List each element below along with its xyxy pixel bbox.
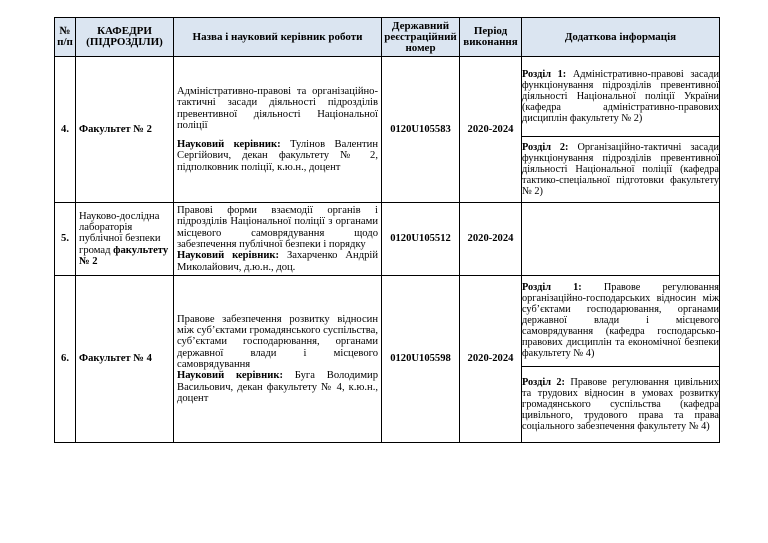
research-table [54, 17, 720, 443]
row-project [174, 57, 382, 203]
section-item: Розділ 1: Адміністративно-правові засади функціонування підрозділів превентивної діяльності Національної поліції України (кафедра адміністративно-правових дисциплін факультету № 2) [522, 57, 719, 136]
project-title: Адміністративно-правові та організаційно-тактичні засади діяльності підрозділів превентивної діяльності Національної поліції [177, 85, 378, 131]
period: 2020-2024 [460, 276, 522, 443]
project-supervisor [177, 139, 378, 173]
period: 2020-2024 [460, 203, 522, 276]
registration-number: 0120U105583 [382, 57, 460, 203]
header-reg: Державний реєстраційний номер [382, 18, 460, 57]
supervisor-name: Тулінов Валентин Сергійович, декан факультету № 2, підполковник поліції, к.ю.н., доцент [177, 139, 379, 173]
supervisor-name: Захарченко Андрій Миколайович, д.ю.н., доц. [177, 250, 378, 273]
supervisor-label: Науковий керівник: [177, 250, 280, 262]
row-project [174, 276, 382, 443]
period: 2020-2024 [460, 57, 522, 203]
project-title: Правові форми взаємодії органів і підрозділів Національної поліції з органами місцевого самоврядування щодо забезпечення публічної безпеки і порядку [177, 205, 378, 250]
additional-info [522, 276, 720, 443]
registration-number: 0120U105512 [382, 203, 460, 276]
section-item: Розділ 1: Правове регулювання організаційно-господарських відносин між суб’єктами господарювання, органами державної влади і місцевого самоврядування (кафедра господарсько-правових дисциплін та економічної безпеки факультету № 4) [522, 276, 719, 366]
row-department: Факультет № 4 [76, 276, 174, 443]
additional-info [522, 57, 720, 203]
registration-number: 0120U105598 [382, 276, 460, 443]
table-row [55, 276, 720, 443]
row-number: 5. [55, 203, 76, 276]
section-item: Розділ 2: Правове регулювання цивільних та трудових відносин в умовах розвитку громадянського суспільства (кафедра цивільного, трудового права та права соціального забезпечення факультету № 4) [522, 366, 719, 442]
row-number: 4. [55, 57, 76, 203]
header-num: № п/п [55, 18, 76, 57]
department-faculty: факультету № 2 [79, 244, 169, 267]
row-department: Факультет № 2 [76, 57, 174, 203]
table-row [55, 203, 720, 276]
project-supervisor [177, 370, 378, 404]
row-number: 6. [55, 276, 76, 443]
header-info: Додаткова інформація [522, 18, 720, 57]
header-period: Період виконання [460, 18, 522, 57]
header-title: Назва і науковий керівник роботи [174, 18, 382, 57]
project-supervisor [177, 250, 378, 273]
supervisor-label: Науковий керівник: [177, 370, 283, 382]
supervisor-name: Буга Володимир Васильович, декан факультету № 4, к.ю.н., доцент [177, 370, 378, 404]
row-project [174, 203, 382, 276]
table-row [55, 57, 720, 203]
header-dept: КАФЕДРИ (ПІДРОЗДІЛИ) [76, 18, 174, 57]
header-row [55, 18, 720, 57]
supervisor-label: Науковий керівник: [177, 139, 281, 151]
department-name: Науково-дослідна лабораторія публічної безпеки громад [79, 210, 161, 256]
project-title: Правове забезпечення розвитку відносин між суб’єктами громадянського суспільства, суб’єктами господарювання, органами державної влади і місцевого самоврядування [177, 313, 378, 370]
section-item: Розділ 2: Організаційно-тактичні засади функціонування підрозділів превентивної діяльності Національної поліції (кафедра тактико-спеціальної підготовки факультету № 2) [522, 136, 719, 202]
additional-info [522, 203, 720, 276]
row-department [76, 203, 174, 276]
